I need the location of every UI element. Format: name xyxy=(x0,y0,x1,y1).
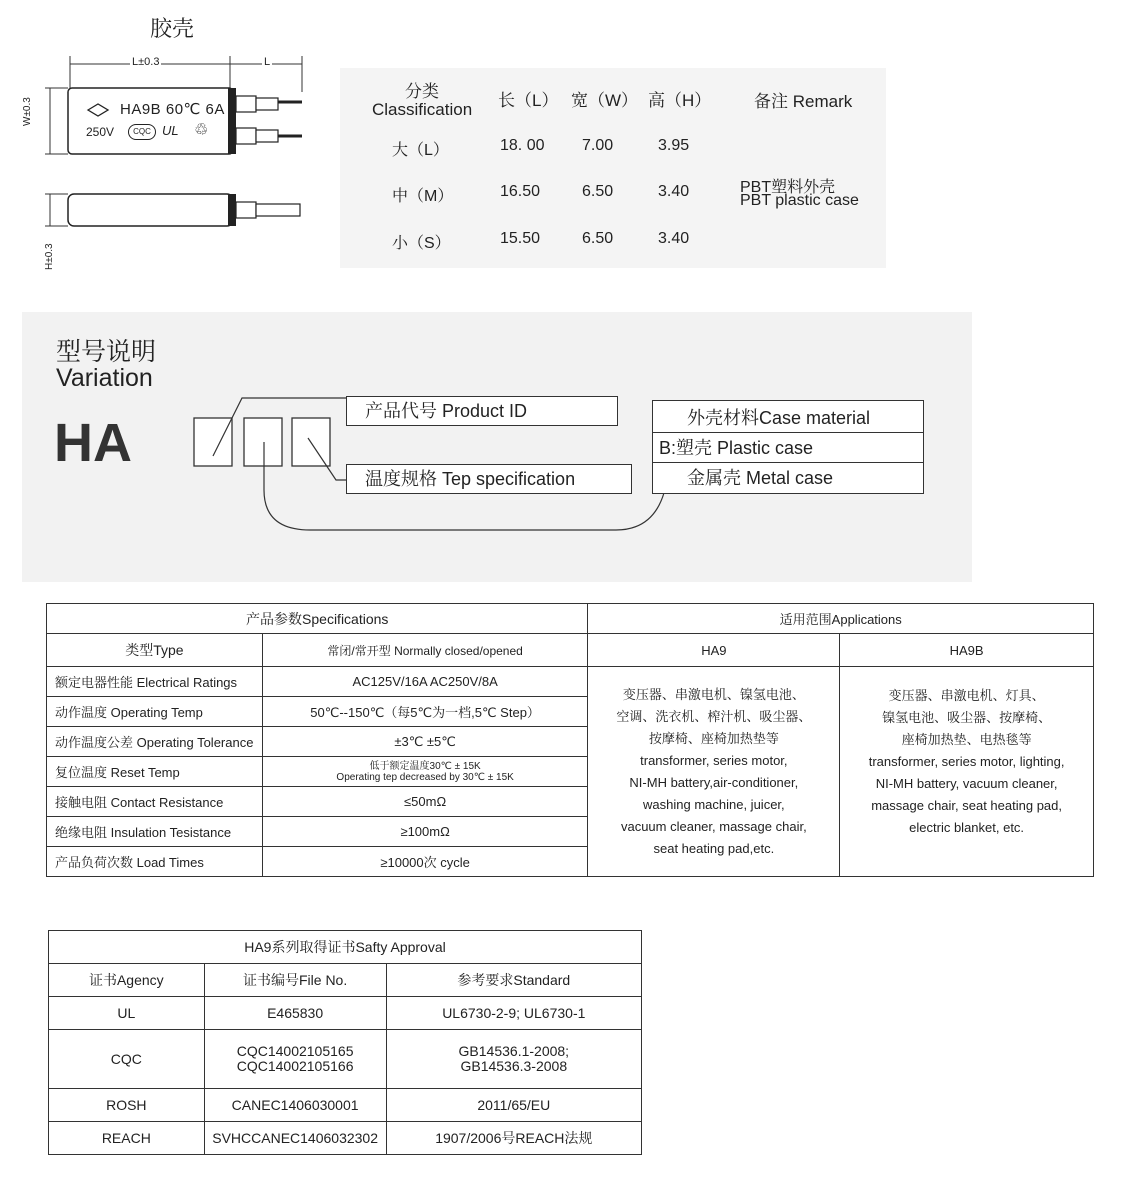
marking-model: HA9B 60℃ 6A xyxy=(120,101,225,118)
case-material-box xyxy=(652,400,924,494)
dim-length-label: L±0.3 xyxy=(132,56,160,68)
app-ha9-line: vacuum cleaner, massage chair, xyxy=(620,818,807,834)
app-title: 适用范围Applications xyxy=(588,604,1094,634)
type-value: 常闭/常开型 Normally closed/opened xyxy=(262,634,588,667)
cert-standard-line: GB14536.1-2008; xyxy=(458,1043,570,1059)
marking-voltage: 250V xyxy=(86,125,115,139)
spec-value-reset-temp xyxy=(262,757,588,787)
cert-file-line: CQC14002105166 xyxy=(236,1058,354,1074)
app-ha9b-line: transformer, series motor, lighting, xyxy=(868,754,1065,769)
cert-standard-rosh: 2011/65/EU xyxy=(386,1089,641,1122)
app-ha9b-line: 镍氢电池、吸尘器、按摩椅、 xyxy=(882,710,1052,725)
cert-file-line: CQC14002105165 xyxy=(236,1043,354,1059)
specifications-table xyxy=(46,603,1094,877)
spec-value-tolerance: ±3℃ ±5℃ xyxy=(262,727,588,757)
cert-agency-rosh: ROSH xyxy=(49,1089,205,1122)
col-ha9: HA9 xyxy=(588,634,840,667)
cert-file-rosh: CANEC1406030001 xyxy=(204,1089,386,1122)
app-ha9-line: NI-MH battery,air-conditioner, xyxy=(629,774,799,790)
header-remark: 备注 Remark xyxy=(754,92,853,111)
variation-title-cn: 型号说明 xyxy=(56,338,157,366)
cert-agency-reach: REACH xyxy=(49,1122,205,1155)
col-ha9b: HA9B xyxy=(840,634,1094,667)
app-ha9-line: washing machine, juicer, xyxy=(643,796,785,812)
remark-en: PBT plastic case xyxy=(740,192,859,209)
app-ha9-line: 按摩椅、座椅加热垫等 xyxy=(648,730,779,746)
cert-standard-reach: 1907/2006号REACH法规 xyxy=(386,1122,641,1155)
type-label: 类型Type xyxy=(47,634,263,667)
app-ha9b-line: 变压器、串激电机、灯具、 xyxy=(888,688,1045,703)
ul-mark-icon: UL xyxy=(162,123,179,138)
size-medium-w: 6.50 xyxy=(582,183,614,200)
size-large-l: 18. 00 xyxy=(500,137,545,154)
spec-label-contact-resistance: 接触电阻 Contact Resistance xyxy=(47,787,263,817)
product-id-label: 产品代号 Product ID xyxy=(346,396,618,426)
app-ha9-line: seat heating pad,etc. xyxy=(653,840,775,856)
size-small-h: 3.40 xyxy=(658,230,690,247)
size-small-l: 15.50 xyxy=(500,230,541,247)
spec-value-insulation: ≥100mΩ xyxy=(262,817,588,847)
size-small-w: 6.50 xyxy=(582,230,614,247)
header-classification-en: Classification xyxy=(372,100,473,119)
spec-label-tolerance: 动作温度公差 Operating Tolerance xyxy=(47,727,263,757)
cert-header-agency: 证书Agency xyxy=(49,964,205,997)
spec-value-contact-resistance: ≤50mΩ xyxy=(262,787,588,817)
safety-approval-table xyxy=(48,930,642,1155)
dim-width-label: W±0.3 xyxy=(22,97,33,126)
reset-temp-cn: 低于额定温度30℃ ± 15K xyxy=(369,760,481,772)
recycle-icon: ♲ xyxy=(194,122,209,139)
variation-title-en: Variation xyxy=(56,364,153,392)
dim-lead-label: L xyxy=(264,56,271,68)
size-large-w: 7.00 xyxy=(582,137,614,154)
cert-standard-ul: UL6730-2-9; UL6730-1 xyxy=(386,997,641,1030)
cert-title: HA9系列取得证书Safty Approval xyxy=(49,931,642,964)
header-height: 高（H） xyxy=(648,91,712,110)
size-medium-l: 16.50 xyxy=(500,183,541,200)
spec-label-insulation: 绝缘电阻 Insulation Tesistance xyxy=(47,817,263,847)
spec-label-electrical: 额定电器性能 Electrical Ratings xyxy=(47,667,263,697)
applications-ha9b xyxy=(840,667,1094,877)
size-medium-h: 3.40 xyxy=(658,183,690,200)
cert-file-ul: E465830 xyxy=(204,997,386,1030)
spec-label-load-times: 产品负荷次数 Load Times xyxy=(47,847,263,877)
app-ha9b-line: electric blanket, etc. xyxy=(909,820,1025,835)
reset-temp-en: Operating tep decreased by 30℃ ± 15K xyxy=(336,771,514,783)
size-large: 大（L） xyxy=(392,142,449,159)
case-drawing xyxy=(40,52,320,282)
header-length: 长（L） xyxy=(498,91,559,110)
spec-value-electrical: AC125V/16A AC250V/8A xyxy=(262,667,588,697)
app-ha9-line: transformer, series motor, xyxy=(640,752,788,768)
header-classification-cn: 分类 xyxy=(405,82,439,101)
size-large-h: 3.95 xyxy=(658,137,690,154)
cert-file-cqc xyxy=(204,1030,386,1089)
spec-title: 产品参数Specifications xyxy=(47,604,588,634)
app-ha9b-line: massage chair, seat heating pad, xyxy=(871,798,1062,813)
spec-value-load-times: ≥10000次 cycle xyxy=(262,847,588,877)
cqc-mark-text: CQC xyxy=(133,127,151,136)
header-width: 宽（W） xyxy=(571,91,639,110)
cqc-mark-icon xyxy=(128,124,156,140)
dim-height-label: H±0.3 xyxy=(44,243,55,270)
spec-value-operating-temp: 50℃--150℃（每5℃为一档,5℃ Step） xyxy=(262,697,588,727)
cert-header-file: 证书编号File No. xyxy=(204,964,386,997)
case-material-label: 外壳材料Case material xyxy=(653,403,923,433)
app-ha9b-line: 座椅加热垫、电热毯等 xyxy=(901,732,1032,747)
temp-spec-label: 温度规格 Tep specification xyxy=(346,464,632,494)
remark-cn: PBT塑料外壳 xyxy=(740,179,836,196)
app-ha9-line: 空调、洗衣机、榨汁机、吸尘器、 xyxy=(616,708,812,724)
app-ha9-line: 变压器、串激电机、镍氢电池、 xyxy=(622,686,805,702)
spec-label-operating-temp: 动作温度 Operating Temp xyxy=(47,697,263,727)
cert-file-reach: SVHCCANEC1406032302 xyxy=(204,1122,386,1155)
size-small: 小（S） xyxy=(392,235,451,252)
cert-header-standard: 参考要求Standard xyxy=(386,964,641,997)
cert-agency-ul: UL xyxy=(49,997,205,1030)
metal-case-option: 金属壳 Metal case xyxy=(687,468,834,488)
cert-standard-cqc xyxy=(386,1030,641,1089)
model-code: HA xyxy=(54,413,132,473)
cert-standard-line: GB14536.3-2008 xyxy=(460,1058,568,1074)
spec-label-reset-temp: 复位温度 Reset Temp xyxy=(47,757,263,787)
size-medium: 中（M） xyxy=(392,188,454,205)
section-title: 胶壳 xyxy=(150,16,195,41)
app-ha9b-line: NI-MH battery, vacuum cleaner, xyxy=(875,776,1058,791)
applications-ha9 xyxy=(588,667,840,877)
cert-agency-cqc: CQC xyxy=(49,1030,205,1089)
plastic-case-option: B:塑壳 Plastic case xyxy=(653,433,923,463)
